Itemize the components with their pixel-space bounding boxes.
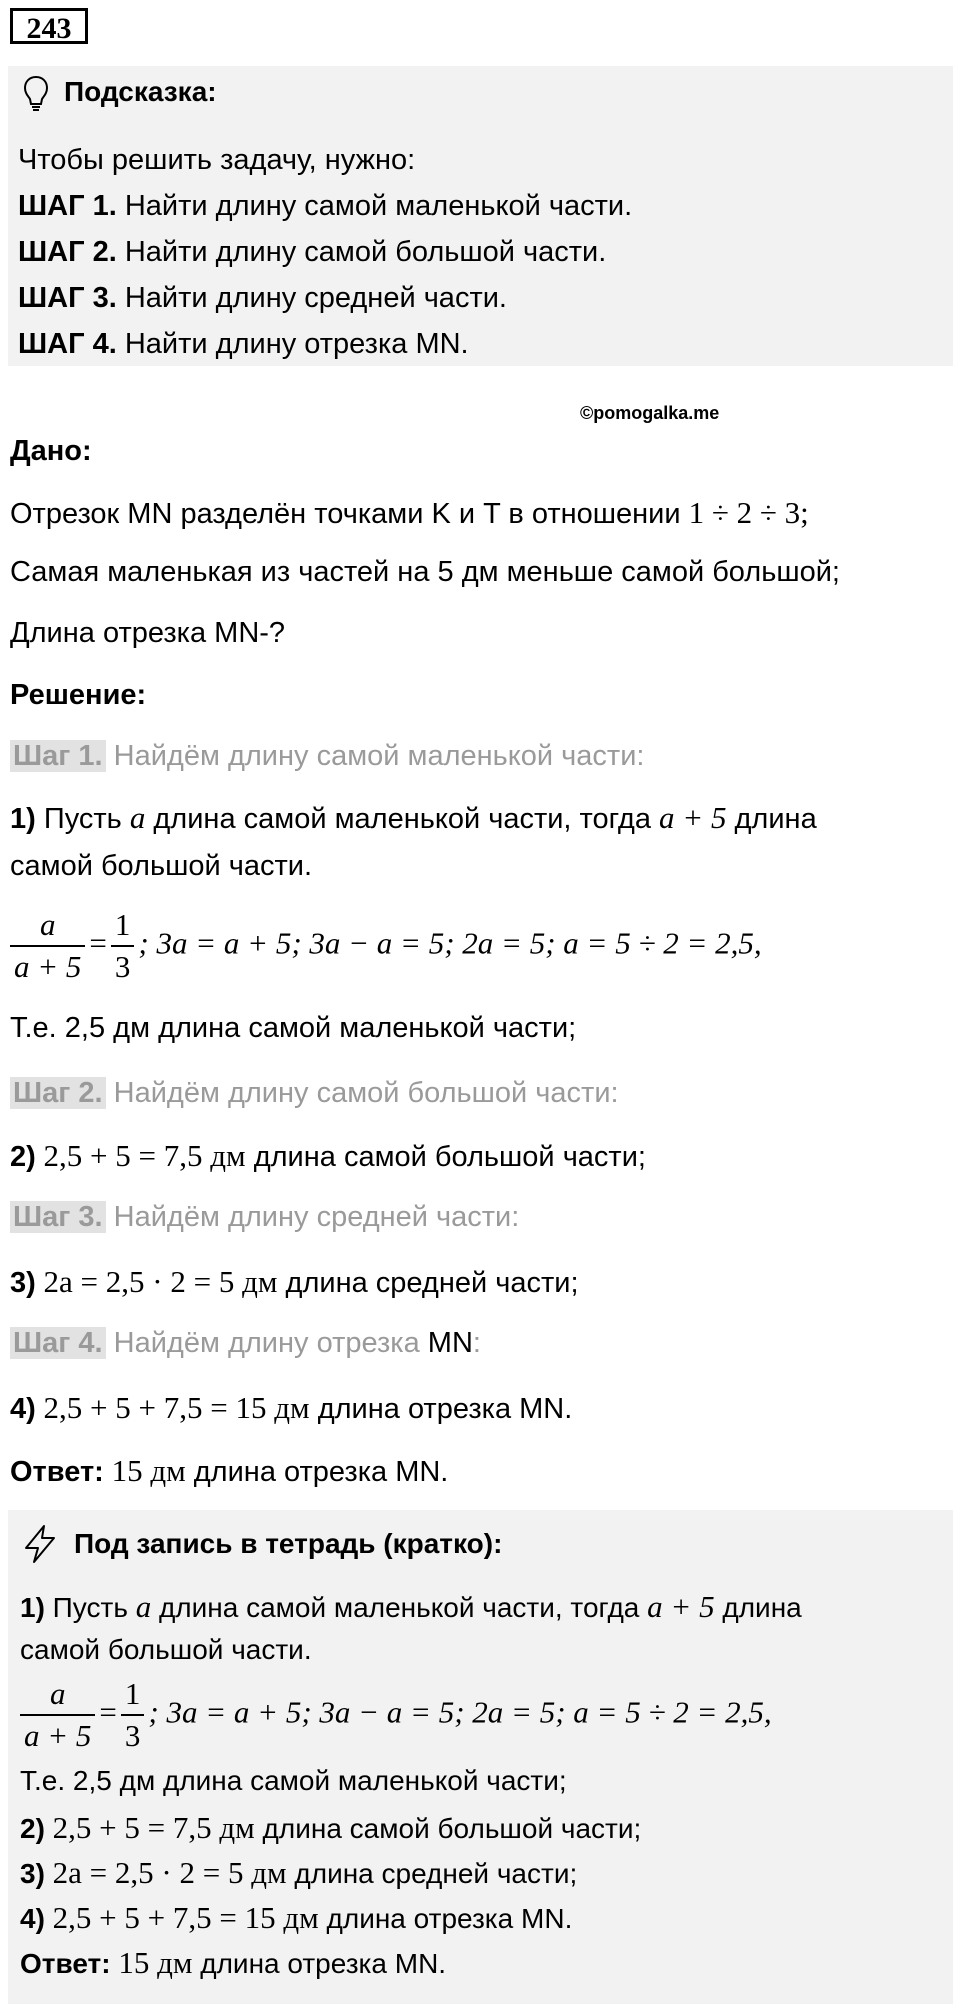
- notebook-1-result: Т.е. 2,5 дм длина самой маленькой части;: [20, 1765, 567, 1796]
- given-line-2: Самая маленькая из частей на 5 дм меньше самой большой;: [10, 556, 840, 588]
- answer: Ответ: 15 дм длина отрезка MN.: [10, 1453, 449, 1488]
- given-title: Дано:: [10, 435, 92, 467]
- lightning-icon: [22, 1524, 58, 1564]
- task-number: 243: [10, 8, 88, 44]
- hint-panel: [8, 66, 953, 366]
- step-3-heading: Шаг 3. Найдём длину средней части:: [10, 1201, 519, 1234]
- hint-step-2: ШАГ 2. Найти длину самой большой части.: [18, 236, 607, 268]
- lightbulb-icon: [22, 74, 50, 114]
- hint-step-1: ШАГ 1. Найти длину самой маленькой части.: [18, 190, 633, 222]
- notebook-4: 4) 2,5 + 5 + 7,5 = 15 дм длина отрезка MN.: [20, 1900, 573, 1935]
- notebook-title: Под запись в тетрадь (кратко):: [74, 1528, 503, 1559]
- fraction-one-third: $\frac{1}{3}$: [111, 905, 135, 987]
- solution-1-line-1: 1) Пусть a длина самой маленькой части, тогда a + 5 длина: [10, 800, 817, 835]
- notebook-1-line-1: 1) Пусть a длина самой маленькой части, тогда a + 5 длина: [20, 1589, 802, 1624]
- notebook-2: 2) 2,5 + 5 = 7,5 дм длина самой большой части;: [20, 1810, 642, 1845]
- notebook-3: 3) 2a = 2,5 · 2 = 5 дм длина средней части;: [20, 1855, 578, 1890]
- fraction-a-over-a-plus-5: $\frac{a}{a + 5}$: [10, 905, 85, 987]
- solution-1-line-2: самой большой части.: [10, 850, 313, 882]
- notebook-equation-chain: $\frac{a}{a + 5}$ = $\frac{1}{3}$ ; 3a = a + 5; 3a − a = 5; 2a = 5; a = 5 ÷ 2 = 2,5,: [16, 1674, 772, 1756]
- hint-title: Подсказка:: [64, 76, 217, 107]
- solution-1-result: Т.е. 2,5 дм длина самой маленькой части;: [10, 1012, 577, 1044]
- notebook-1-line-2: самой большой части.: [20, 1634, 312, 1665]
- hint-step-3: ШАГ 3. Найти длину средней части.: [18, 282, 507, 314]
- notebook-fraction-one-third: $\frac{1}{3}$: [121, 1674, 145, 1756]
- step-2-heading: Шаг 2. Найдём длину самой большой части:: [10, 1077, 619, 1110]
- step-4-heading: Шаг 4. Найдём длину отрезка MN:: [10, 1327, 481, 1360]
- hint-intro: Чтобы решить задачу, нужно:: [18, 144, 416, 176]
- solution-2: 2) 2,5 + 5 = 7,5 дм длина самой большой части;: [10, 1138, 646, 1173]
- solution-4: 4) 2,5 + 5 + 7,5 = 15 дм длина отрезка MN.: [10, 1390, 573, 1425]
- watermark: ©pomogalka.me: [580, 403, 720, 423]
- notebook-fraction-a: $\frac{a}{a + 5}$: [20, 1674, 95, 1756]
- notebook-answer: Ответ: 15 дм длина отрезка MN.: [20, 1945, 447, 1980]
- given-line-1: Отрезок MN разделён точками K и T в отношении 1 ÷ 2 ÷ 3;: [10, 495, 809, 530]
- solution-title: Решение:: [10, 679, 147, 711]
- hint-step-4: ШАГ 4. Найти длину отрезка MN.: [18, 328, 469, 360]
- given-line-3: Длина отрезка MN-?: [10, 617, 286, 649]
- step-1-heading: Шаг 1. Найдём длину самой маленькой части:: [10, 740, 644, 773]
- solution-3: 3) 2a = 2,5 · 2 = 5 дм длина средней части;: [10, 1264, 579, 1299]
- notebook-panel: [8, 1510, 953, 2004]
- equation-chain: $\frac{a}{a + 5}$ = $\frac{1}{3}$ ; 3a = a + 5; 3a − a = 5; 2a = 5; a = 5 ÷ 2 = 2,5,: [6, 905, 762, 987]
